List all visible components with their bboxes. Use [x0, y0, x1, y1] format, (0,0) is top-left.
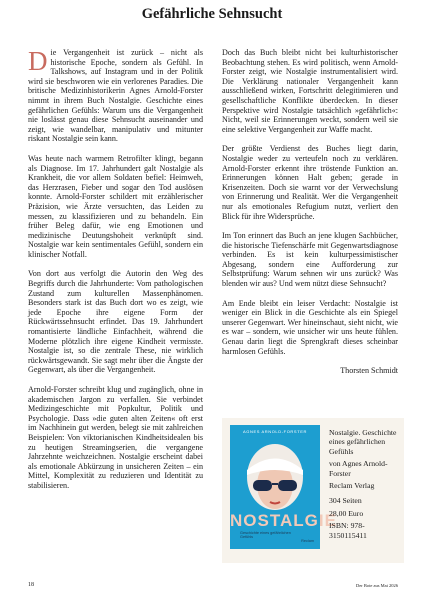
page-number: 18: [28, 582, 34, 588]
book-author: von Agnes Arnold-Forster: [329, 459, 388, 478]
book-price: 28,00 Euro: [329, 508, 364, 518]
issue-label: Der Bote aus Mai 2026: [356, 583, 398, 588]
book-details: [329, 428, 401, 543]
left-column: [28, 48, 203, 501]
paragraph-text: ie Vergangenheit ist zurück – nicht als historische Epoche, sondern als Gefühl. In Talkshows, auf Instagram und in der Politik wird sie beschworen wie ein verlorenes Paradies. Die britische Medizinhistorikerin Agnes Arnold-Forster nimmt in ihrem Buch Nostalgie. Geschichte eines gefährlichen Gefühls: Warum uns die Vergangenheit nie loslässt genau diese Sehnsucht auseinander und zeigt, wie wandelbar, manipulativ und mitunter riskant Nostalgie sein kann.: [28, 48, 203, 144]
book-info-box: [222, 418, 404, 563]
paragraph: Doch das Buch bleibt nicht bei kulturhistorischer Beobachtung stehen. Es wird politisch, wenn Arnold-Forster zeigt, wie Nostalgie instrumentalisiert wird. Die Verklärung nationaler Vergangenheit kann ausschließend wirken, Fortschritt delegitimieren und gesellschaftliche Konflikte überdecken. In dieser Perspektive wird Nostalgie tatsächlich »gefährlich«: Nicht, weil sie Erinnerungen weckt, sondern weil sie eine selektive Vergangenheit zur Waffe macht.: [222, 48, 398, 134]
author-signature: Thorsten Schmidt: [340, 366, 398, 376]
cover-author: AGNES ARNOLD-FORSTER: [242, 429, 307, 434]
paragraph: Was heute nach warmem Retrofilter klingt, begann als Diagnose. Im 17. Jahrhundert galt Nostalgie als Krankheit, die vor allem Soldaten befiel: Heimweh, das Herzrasen, Fieber und sogar den Tod auslösen konnte. Arnold-Forster schildert mit erzählerischer Präzision, wie Ärzte versuchten, das Leiden zu messen, zu klassifizieren und zu behandeln. Ein früher Beleg dafür, wie eng Emotionen und medizinische Deutungshoheit verknüpft sind. Nostalgie war kein sentimentales Gefühl, sondern ein klinischer Notfall.: [28, 153, 203, 259]
book-pages: 304 Seiten: [329, 496, 362, 506]
right-column: [222, 48, 398, 386]
book-publisher: Reclam Verlag: [329, 481, 375, 491]
paragraph: Im Ton erinnert das Buch an jene klugen Sachbücher, die historische Tiefenschärfe mit Gegenwartsdiagnose verbinden. Es ist kein kulturpessimistischer Abgesang, sondern eine Aufforderung zur Selbstprüfung: Warum sehnen wir uns zurück? Was blenden wir aus? Und wem nützt diese Sehnsucht?: [222, 231, 398, 289]
book-title: Nostalgie. Geschichte eines gefährlichen Gefühls: [329, 428, 397, 456]
paragraph: Von dort aus verfolgt die Autorin den Weg des Begriffs durch die Jahrhunderte: Vom pathologischen Zustand zum kulturellen Massenphänomen. Besonders stark ist das Buch dort wo es zeigt, wie jede Epoche ihre eigene Form der Rückwärtssehnsucht erfindet. Das 19. Jahrhundert romantisierte ländliche Einfachheit, während die Moderne plötzlich ihre eigene Kindheit vermisste. Nostalgie ist, so die zentrale These, nie wirklich rückwärtsgewandt. Sie sagt mehr über die Ängste der Gegenwart, als über die Vergangenheit.: [28, 269, 203, 375]
cover-title: NOSTALGIE: [230, 511, 337, 530]
paragraph: Der größte Verdienst des Buches liegt darin, Nostalgie weder zu verteufeln noch zu verklären. Arnold-Forster erkennt ihre tröstende Funktion an. Erinnerungen können Halt geben; gerade in Krisenzeiten. Doch sie warnt vor der Verwechslung von Erinnerung und Realität. Wer die Vergangenheit nur als emotionales Refugium nutzt, verliert den Blick für ihre Widersprüche.: [222, 144, 398, 221]
paragraph: [28, 48, 203, 144]
book-isbn: ISBN: 978-3150115411: [329, 521, 367, 540]
paragraph: Arnold-Forster schreibt klug und zugänglich, ohne in akademischen Jargon zu verfallen. Sie verbindet Medizingeschichte mit Popkultur, Politik und Psychologie. Dass »die guten alten Zeiten« oft erst im Nachhinein gut werden, belegt sie mit zahlreichen Beispielen: Von viktorianischen Kindheitsidealen bis zu heutigen Streamingserien, die vergangene Jahrzehnte weichzeichnen. Nostalgie erscheint dabei als emotionale Abkürzung in unsicheren Zeiten – ein Mittel, Komplexität zu reduzieren und Identität zu stabilisieren.: [28, 385, 203, 490]
article-title: Gefährliche Sehnsucht: [141, 6, 283, 22]
cover-publisher: Reclam: [301, 539, 314, 543]
paragraph: Am Ende bleibt ein leiser Verdacht: Nostalgie ist weniger ein Blick in die Geschichte als ein Spiegel unserer Gegenwart. Wer hineinschaut, sieht nicht, wie es war – sondern, wie unsicher wir uns heute fühlen. Genau darin liegt die Sprengkraft dieses scheinbar harmlosen Gefühls.: [222, 298, 398, 356]
drop-cap: D: [28, 46, 48, 76]
cover-subtitle: Geschichte eines gefährlichen Gefühls: [240, 531, 291, 540]
book-cover: [230, 425, 337, 549]
